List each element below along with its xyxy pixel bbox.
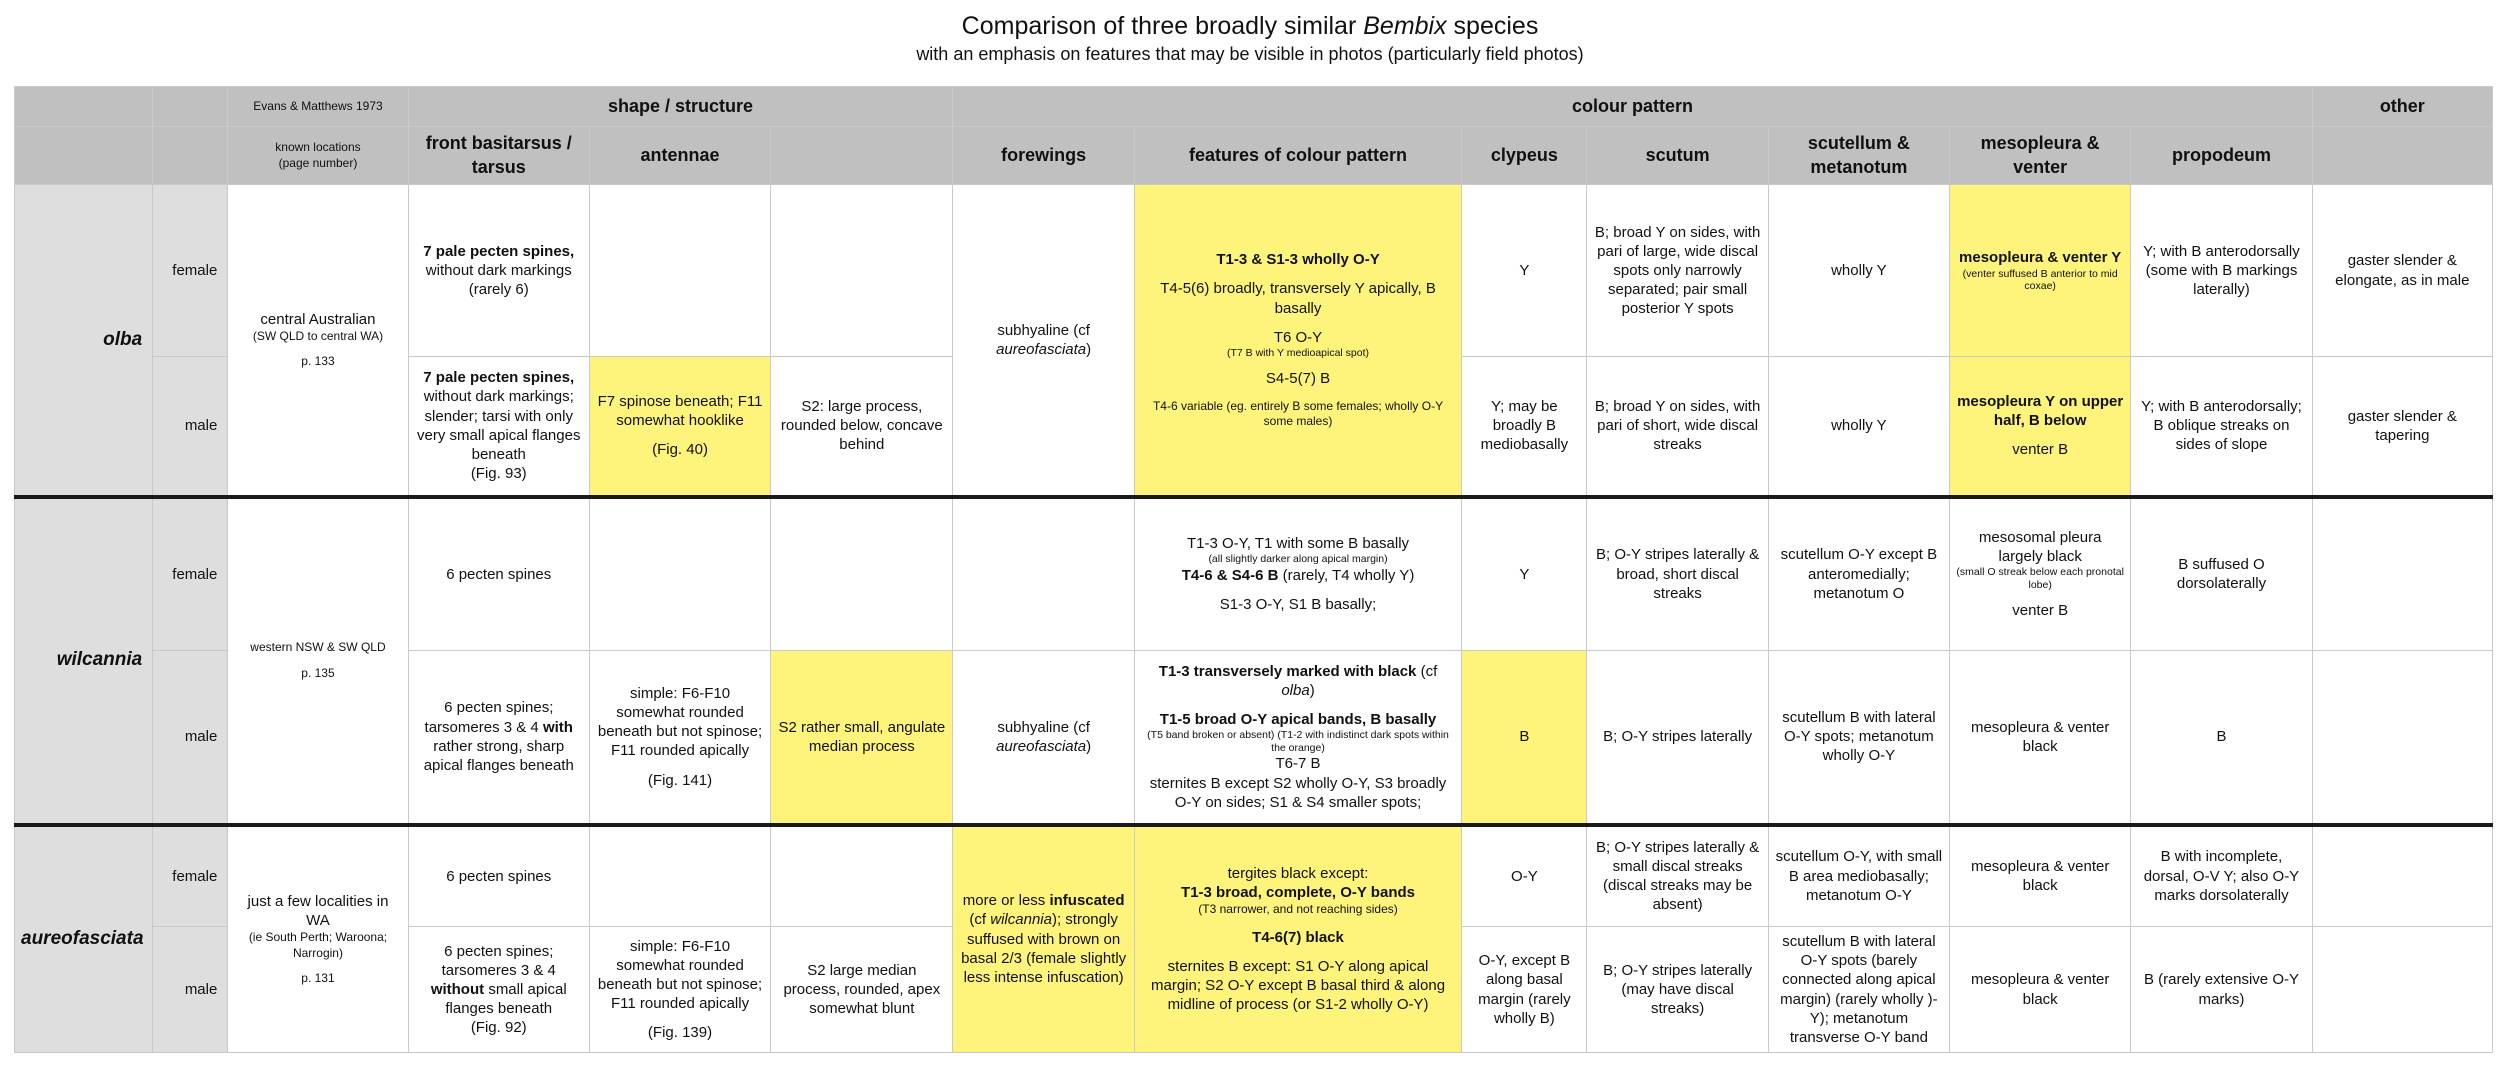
olba-male-structure: S2: large process, rounded below, concave behind <box>771 357 953 497</box>
header-blank <box>771 127 953 185</box>
aureofasciata-forewings: more or less infuscated (cf wilcannia); strongly suffused with brown on basal 2/3 (female slightly less intense infuscation) <box>953 825 1134 1053</box>
wilcannia-female-propodeum: B suffused O dorsolaterally <box>2131 497 2312 651</box>
olba-male-scutum: B; broad Y on sides, with pari of short, wide discal streaks <box>1587 357 1768 497</box>
olba-female-propodeum: Y; with B anterodorsally (some with B markings laterally) <box>2131 185 2312 357</box>
olba-male-propodeum: Y; with B anterodorsally; B oblique streaks on sides of slope <box>2131 357 2312 497</box>
olba-female-tarsus: 7 pale pecten spines, without dark markings (rarely 6) <box>408 185 589 357</box>
aureofasciata-female-scutum: B; O-Y stripes laterally & small discal streaks (discal streaks may be absent) <box>1587 825 1768 927</box>
wilcannia-male-antennae: simple: F6-F10 somewhat rounded beneath but not spinose; F11 rounded apically (Fig. 141) <box>589 651 770 825</box>
wilcannia-female-mesopleura: mesosomal pleura largely black (small O streak below each pronotal lobe) venter B <box>1950 497 2131 651</box>
header-evans-matthews: Evans & Matthews 1973 <box>228 87 408 127</box>
sex-male: male <box>153 651 228 825</box>
header-forewings: forewings <box>953 127 1134 185</box>
wilcannia-female-tarsus: 6 pecten spines <box>408 497 589 651</box>
wilcannia-male-features: T1-3 transversely marked with black (cf olba) T1-5 broad O-Y apical bands, B basally (T5 band broken or absent) (T1-2 with indistinct dark spots within the orange) T6-7 B sternites B except S2 wholly O-Y, S3 broadly O-Y on sides; S1 & S4 smaller spots; <box>1134 651 1462 825</box>
header-clypeus: clypeus <box>1462 127 1587 185</box>
aureofasciata-colour-features: tergites black except: T1-3 broad, complete, O-Y bands (T3 narrower, and not reaching sides) T4-6(7) black sternites B except: S1 O-Y along apical margin; S2 O-Y except B basal third & along midline of process (or S1-2 wholly O-Y) <box>1134 825 1462 1053</box>
aureofasciata-male-antennae: simple: F6-F10 somewhat rounded beneath but not spinose; F11 rounded apically (Fig. 139) <box>589 927 770 1053</box>
aureofasciata-male-tarsus: 6 pecten spines; tarsomeres 3 & 4 without small apical flanges beneath (Fig. 92) <box>408 927 589 1053</box>
wilcannia-male-mesopleura: mesopleura & venter black <box>1950 651 2131 825</box>
aureofasciata-female-scutellum: scutellum O-Y, with small B area mediobasally; metanotum O-Y <box>1768 825 1949 927</box>
olba-male-clypeus: Y; may be broadly B mediobasally <box>1462 357 1587 497</box>
wilcannia-female-structure <box>771 497 953 651</box>
olba-female-scutum: B; broad Y on sides, with pari of large, wide discal spots only narrowly separated; pair small posterior Y spots <box>1587 185 1768 357</box>
wilcannia-female-other <box>2312 497 2492 651</box>
sex-male: male <box>153 927 228 1053</box>
aureofasciata-female-tarsus: 6 pecten spines <box>408 825 589 927</box>
header-colour-pattern: colour pattern <box>953 87 2312 127</box>
aureofasciata-male-propodeum: B (rarely extensive O-Y marks) <box>2131 927 2312 1053</box>
wilcannia-locations: western NSW & SW QLD p. 135 <box>228 497 408 825</box>
species-aureofasciata: aureofasciata <box>15 825 153 1053</box>
header-blank <box>15 127 153 185</box>
header-known-locations: known locations (page number) <box>228 127 408 185</box>
olba-forewings: subhyaline (cf aureofasciata) <box>953 185 1134 497</box>
header-scutellum: scutellum & metanotum <box>1768 127 1949 185</box>
wilcannia-female-forewings <box>953 497 1134 651</box>
aureofasciata-female-clypeus: O-Y <box>1462 825 1587 927</box>
olba-male-tarsus: 7 pale pecten spines, without dark markings; slender; tarsi with only very small apical flanges beneath (Fig. 93) <box>408 357 589 497</box>
aureofasciata-female-propodeum: B with incomplete, dorsal, O-V Y; also O-Y marks dorsolaterally <box>2131 825 2312 927</box>
row-wilcannia-female <box>15 497 2493 651</box>
header-scutum: scutum <box>1587 127 1768 185</box>
aureofasciata-male-clypeus: O-Y, except B along basal margin (rarely wholly B) <box>1462 927 1587 1053</box>
header-blank <box>15 87 153 127</box>
olba-male-scutellum: wholly Y <box>1768 357 1949 497</box>
aureofasciata-male-mesopleura: mesopleura & venter black <box>1950 927 2131 1053</box>
wilcannia-male-scutellum: scutellum B with lateral O-Y spots; metanotum wholly O-Y <box>1768 651 1949 825</box>
wilcannia-male-clypeus: B <box>1462 651 1587 825</box>
page-title: Comparison of three broadly similar Bembix species <box>961 12 1539 40</box>
olba-female-other: gaster slender & elongate, as in male <box>2312 185 2492 357</box>
header-other: other <box>2312 87 2492 127</box>
wilcannia-male-structure: S2 rather small, angulate median process <box>771 651 953 825</box>
aureofasciata-female-structure <box>771 825 953 927</box>
olba-female-scutellum: wholly Y <box>1768 185 1949 357</box>
olba-female-clypeus: Y <box>1462 185 1587 357</box>
header-row-columns <box>15 127 2493 185</box>
wilcannia-male-scutum: B; O-Y stripes laterally <box>1587 651 1768 825</box>
olba-colour-features: T1-3 & S1-3 wholly O-Y T4-5(6) broadly, transversely Y apically, B basally T6 O-Y (T7 B with Y medioapical spot) S4-5(7) B T4-6 variable (eg. entirely B some females; wholly O-Y some males) <box>1134 185 1462 497</box>
aureofasciata-female-mesopleura: mesopleura & venter black <box>1950 825 2131 927</box>
sex-female: female <box>153 825 228 927</box>
sex-female: female <box>153 185 228 357</box>
comparison-table <box>14 86 2493 1053</box>
olba-male-mesopleura: mesopleura Y on upper half, B below venter B <box>1950 357 2131 497</box>
aureofasciata-male-structure: S2 large median process, rounded, apex somewhat blunt <box>771 927 953 1053</box>
olba-female-structure <box>771 185 953 357</box>
wilcannia-female-scutum: B; O-Y stripes laterally & broad, short discal streaks <box>1587 497 1768 651</box>
wilcannia-female-clypeus: Y <box>1462 497 1587 651</box>
header-front-basitarsus: front basitarsus / tarsus <box>408 127 589 185</box>
wilcannia-male-tarsus: 6 pecten spines; tarsomeres 3 & 4 with rather strong, sharp apical flanges beneath <box>408 651 589 825</box>
aureofasciata-male-scutellum: scutellum B with lateral O-Y spots (barely connected along apical margin) (rarely wholly )-Y); metanotum transverse O-Y band <box>1768 927 1949 1053</box>
header-propodeum: propodeum <box>2131 127 2312 185</box>
olba-locations: central Australian (SW QLD to central WA) p. 133 <box>228 185 408 497</box>
wilcannia-male-other <box>2312 651 2492 825</box>
sex-female: female <box>153 497 228 651</box>
wilcannia-female-antennae <box>589 497 770 651</box>
header-mesopleura: mesopleura & venter <box>1950 127 2131 185</box>
aureofasciata-male-scutum: B; O-Y stripes laterally (may have discal streaks) <box>1587 927 1768 1053</box>
olba-female-antennae <box>589 185 770 357</box>
wilcannia-male-propodeum: B <box>2131 651 2312 825</box>
header-features: features of colour pattern <box>1134 127 1462 185</box>
sex-male: male <box>153 357 228 497</box>
header-blank <box>2312 127 2492 185</box>
page-subtitle: with an emphasis on features that may be visible in photos (particularly field photos) <box>916 44 1584 64</box>
header-shape-structure: shape / structure <box>408 87 953 127</box>
species-olba: olba <box>15 185 153 497</box>
header-antennae: antennae <box>589 127 770 185</box>
header-row-groups <box>15 87 2493 127</box>
aureofasciata-male-other <box>2312 927 2492 1053</box>
olba-male-other: gaster slender & tapering <box>2312 357 2492 497</box>
aureofasciata-female-antennae <box>589 825 770 927</box>
header-blank <box>153 87 228 127</box>
olba-male-antennae: F7 spinose beneath; F11 somewhat hooklike (Fig. 40) <box>589 357 770 497</box>
species-wilcannia: wilcannia <box>15 497 153 825</box>
aureofasciata-female-other <box>2312 825 2492 927</box>
wilcannia-male-forewings: subhyaline (cf aureofasciata) <box>953 651 1134 825</box>
row-aureofasciata-female <box>15 825 2493 927</box>
header-blank <box>153 127 228 185</box>
aureofasciata-locations: just a few localities in WA (ie South Perth; Waroona; Narrogin) p. 131 <box>228 825 408 1053</box>
row-olba-female <box>15 185 2493 357</box>
wilcannia-female-features: T1-3 O-Y, T1 with some B basally (all slightly darker along apical margin) T4-6 & S4-6 B (rarely, T4 wholly Y) S1-3 O-Y, S1 B basally; <box>1134 497 1462 651</box>
olba-female-mesopleura: mesopleura & venter Y (venter suffused B anterior to mid coxae) <box>1950 185 2131 357</box>
wilcannia-female-scutellum: scutellum O-Y except B anteromedially; metanotum O <box>1768 497 1949 651</box>
